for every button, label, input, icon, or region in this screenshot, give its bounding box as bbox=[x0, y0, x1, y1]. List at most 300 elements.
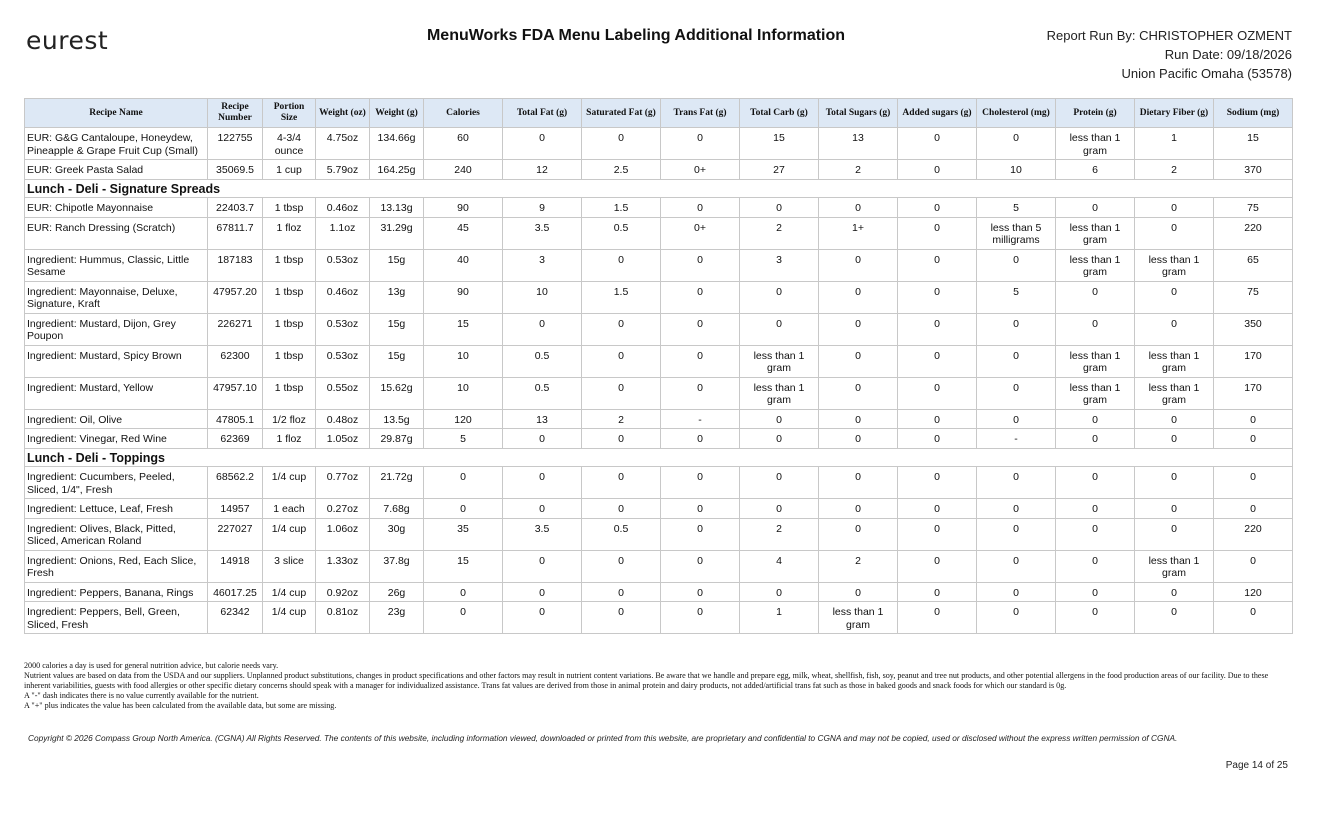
table-cell: 0.48oz bbox=[316, 409, 370, 429]
table-cell: 29.87g bbox=[370, 429, 424, 449]
table-cell: 0 bbox=[1135, 518, 1214, 550]
table-cell: 0.55oz bbox=[316, 377, 370, 409]
column-header: Recipe Number bbox=[208, 99, 263, 128]
table-cell: 67811.7 bbox=[208, 217, 263, 249]
table-cell: 6 bbox=[1056, 160, 1135, 180]
column-header: Weight (oz) bbox=[316, 99, 370, 128]
table-cell: 0 bbox=[977, 602, 1056, 634]
recipe-name-cell: Ingredient: Vinegar, Red Wine bbox=[25, 429, 208, 449]
table-cell: 0 bbox=[898, 409, 977, 429]
table-cell: 0 bbox=[819, 377, 898, 409]
table-row bbox=[25, 550, 1293, 582]
table-cell: 0 bbox=[582, 467, 661, 499]
table-cell: 0 bbox=[819, 345, 898, 377]
table-cell: 1 tbsp bbox=[263, 377, 316, 409]
table-cell: 13 bbox=[819, 128, 898, 160]
table-cell: 60 bbox=[424, 128, 503, 160]
table-cell: 0 bbox=[582, 249, 661, 281]
table-cell: less than 1 gram bbox=[819, 602, 898, 634]
recipe-name-cell: Ingredient: Peppers, Bell, Green, Sliced, Fresh bbox=[25, 602, 208, 634]
table-cell: 0 bbox=[1056, 467, 1135, 499]
table-cell: 0 bbox=[1056, 499, 1135, 519]
table-cell: 1.06oz bbox=[316, 518, 370, 550]
table-cell: 0 bbox=[977, 550, 1056, 582]
table-cell: 1.5 bbox=[582, 281, 661, 313]
table-cell: 15.62g bbox=[370, 377, 424, 409]
table-cell: 1 tbsp bbox=[263, 345, 316, 377]
table-cell: 0 bbox=[1135, 499, 1214, 519]
table-cell: 0.5 bbox=[503, 345, 582, 377]
table-cell: 0.5 bbox=[503, 377, 582, 409]
recipe-name-cell: Ingredient: Cucumbers, Peeled, Sliced, 1/4", Fresh bbox=[25, 467, 208, 499]
table-cell: 0 bbox=[1135, 467, 1214, 499]
table-cell: 0 bbox=[582, 345, 661, 377]
nutrition-table bbox=[24, 98, 1293, 634]
table-cell: 0 bbox=[977, 313, 1056, 345]
table-cell: 4.75oz bbox=[316, 128, 370, 160]
table-cell: 0 bbox=[977, 518, 1056, 550]
table-cell: 0 bbox=[898, 602, 977, 634]
table-cell: 0 bbox=[1135, 281, 1214, 313]
table-cell: 27 bbox=[740, 160, 819, 180]
table-cell: 2 bbox=[819, 550, 898, 582]
column-header: Total Sugars (g) bbox=[819, 99, 898, 128]
table-cell: 0 bbox=[819, 467, 898, 499]
table-row bbox=[25, 217, 1293, 249]
table-cell: 23g bbox=[370, 602, 424, 634]
column-header: Trans Fat (g) bbox=[661, 99, 740, 128]
table-cell: 1.05oz bbox=[316, 429, 370, 449]
table-cell: 0 bbox=[898, 429, 977, 449]
table-cell: 1/2 floz bbox=[263, 409, 316, 429]
table-cell: 0 bbox=[503, 467, 582, 499]
table-cell: 0 bbox=[740, 198, 819, 218]
table-cell: 0.81oz bbox=[316, 602, 370, 634]
table-cell: 5 bbox=[977, 281, 1056, 313]
table-cell: 0 bbox=[1056, 518, 1135, 550]
table-cell: 1/4 cup bbox=[263, 518, 316, 550]
recipe-name-cell: Ingredient: Oil, Olive bbox=[25, 409, 208, 429]
table-cell: 226271 bbox=[208, 313, 263, 345]
report-title: MenuWorks FDA Menu Labeling Additional Information bbox=[426, 27, 846, 44]
table-cell: 0.27oz bbox=[316, 499, 370, 519]
table-cell: 65 bbox=[1214, 249, 1293, 281]
recipe-name-cell: EUR: Greek Pasta Salad bbox=[25, 160, 208, 180]
table-row bbox=[25, 281, 1293, 313]
run-date: Run Date: 09/18/2026 bbox=[1164, 47, 1292, 62]
table-cell: 31.29g bbox=[370, 217, 424, 249]
table-cell: 3.5 bbox=[503, 518, 582, 550]
footnotes bbox=[24, 661, 1274, 711]
table-cell: 220 bbox=[1214, 518, 1293, 550]
table-cell: 0 bbox=[661, 377, 740, 409]
table-cell: 370 bbox=[1214, 160, 1293, 180]
recipe-name-cell: EUR: G&G Cantaloupe, Honeydew, Pineapple & Grape Fruit Cup (Small) bbox=[25, 128, 208, 160]
table-cell: 0 bbox=[898, 345, 977, 377]
table-cell: 0 bbox=[977, 249, 1056, 281]
table-cell: 0 bbox=[661, 249, 740, 281]
table-cell: 0 bbox=[661, 582, 740, 602]
section-header-row bbox=[25, 448, 1293, 467]
table-cell: 14957 bbox=[208, 499, 263, 519]
table-cell: 3 bbox=[740, 249, 819, 281]
table-cell: 0 bbox=[898, 198, 977, 218]
table-cell: 0 bbox=[1135, 429, 1214, 449]
table-cell: 0 bbox=[661, 345, 740, 377]
table-cell: 0 bbox=[898, 128, 977, 160]
table-cell: 0 bbox=[819, 518, 898, 550]
table-cell: 0 bbox=[977, 377, 1056, 409]
table-cell: 4-3/4 ounce bbox=[263, 128, 316, 160]
table-cell: 0 bbox=[661, 499, 740, 519]
table-cell: 0 bbox=[977, 499, 1056, 519]
table-cell: 0 bbox=[740, 409, 819, 429]
table-cell: 0 bbox=[819, 582, 898, 602]
table-cell: 10 bbox=[503, 281, 582, 313]
table-cell: less than 1 gram bbox=[1135, 550, 1214, 582]
table-cell: 350 bbox=[1214, 313, 1293, 345]
table-cell: 0 bbox=[898, 217, 977, 249]
table-cell: 0 bbox=[661, 550, 740, 582]
note-nutrient-values: Nutrient values are based on data from the USDA and our suppliers. Unplanned product substitutions, changes in product specifications and other factors may result in nutrient content variations. Be aware that we handle and prepare egg, milk, wheat, shellfish, fish, soy, peanut and tree nut products, and other potential allergens in the food production areas of our facility. Due to these inherent variabilities, guests with food allergies or other specific dietary concerns should speak with a manager for individualized assistance. Trans fat values are derived from those in animal protein and dairy products, not added/artificial trans fat such as those in baked goods and snack foods for which our standard is 0g. bbox=[24, 671, 1269, 690]
table-cell: 0 bbox=[1214, 429, 1293, 449]
table-cell: 0 bbox=[661, 518, 740, 550]
table-cell: 0 bbox=[1056, 313, 1135, 345]
table-cell: 0 bbox=[898, 281, 977, 313]
page-number: Page 14 of 25 bbox=[1225, 760, 1288, 771]
column-header: Total Carb (g) bbox=[740, 99, 819, 128]
table-cell: less than 5 milligrams bbox=[977, 217, 1056, 249]
logo-text: eurest bbox=[26, 26, 109, 55]
table-cell: 0.53oz bbox=[316, 249, 370, 281]
table-cell: 0 bbox=[1135, 582, 1214, 602]
table-cell: 2.5 bbox=[582, 160, 661, 180]
table-row bbox=[25, 499, 1293, 519]
recipe-name-cell: Ingredient: Olives, Black, Pitted, Sliced, American Roland bbox=[25, 518, 208, 550]
table-row bbox=[25, 409, 1293, 429]
column-header: Added sugars (g) bbox=[898, 99, 977, 128]
table-row bbox=[25, 345, 1293, 377]
table-cell: less than 1 gram bbox=[1135, 249, 1214, 281]
table-cell: 62300 bbox=[208, 345, 263, 377]
table-cell: 0 bbox=[898, 499, 977, 519]
table-cell: - bbox=[977, 429, 1056, 449]
table-cell: 0 bbox=[898, 582, 977, 602]
table-cell: 0 bbox=[740, 429, 819, 449]
table-cell: 9 bbox=[503, 198, 582, 218]
column-header: Portion Size bbox=[263, 99, 316, 128]
table-row bbox=[25, 128, 1293, 160]
table-cell: 0+ bbox=[661, 160, 740, 180]
table-cell: less than 1 gram bbox=[1056, 217, 1135, 249]
table-cell: 0 bbox=[661, 429, 740, 449]
table-cell: 1.5 bbox=[582, 198, 661, 218]
table-cell: 0 bbox=[1214, 409, 1293, 429]
recipe-name-cell: Ingredient: Mustard, Yellow bbox=[25, 377, 208, 409]
table-cell: 0.53oz bbox=[316, 313, 370, 345]
table-cell: 0 bbox=[1056, 198, 1135, 218]
table-cell: 1 bbox=[1135, 128, 1214, 160]
table-cell: 0 bbox=[1056, 429, 1135, 449]
table-cell: 2 bbox=[740, 518, 819, 550]
table-cell: 120 bbox=[1214, 582, 1293, 602]
table-cell: 0 bbox=[503, 128, 582, 160]
recipe-name-cell: Ingredient: Mayonnaise, Deluxe, Signature, Kraft bbox=[25, 281, 208, 313]
table-cell: less than 1 gram bbox=[1056, 249, 1135, 281]
column-header: Protein (g) bbox=[1056, 99, 1135, 128]
table-cell: 13 bbox=[503, 409, 582, 429]
column-header: Dietary Fiber (g) bbox=[1135, 99, 1214, 128]
table-cell: 90 bbox=[424, 198, 503, 218]
column-header: Total Fat (g) bbox=[503, 99, 582, 128]
table-cell: 15 bbox=[424, 313, 503, 345]
table-cell: 0 bbox=[582, 602, 661, 634]
table-cell: 3.5 bbox=[503, 217, 582, 249]
table-row bbox=[25, 249, 1293, 281]
table-cell: 0 bbox=[819, 281, 898, 313]
table-cell: 37.8g bbox=[370, 550, 424, 582]
table-cell: 0 bbox=[740, 499, 819, 519]
recipe-name-cell: Ingredient: Mustard, Dijon, Grey Poupon bbox=[25, 313, 208, 345]
table-cell: 0 bbox=[424, 582, 503, 602]
table-cell: 0 bbox=[1135, 198, 1214, 218]
report-meta bbox=[1047, 26, 1292, 83]
table-cell: 47805.1 bbox=[208, 409, 263, 429]
table-cell: 1/4 cup bbox=[263, 467, 316, 499]
table-cell: less than 1 gram bbox=[1135, 345, 1214, 377]
table-cell: less than 1 gram bbox=[1056, 377, 1135, 409]
table-cell: 5.79oz bbox=[316, 160, 370, 180]
table-cell: 5 bbox=[424, 429, 503, 449]
table-cell: 1 each bbox=[263, 499, 316, 519]
column-header: Sodium (mg) bbox=[1214, 99, 1293, 128]
table-cell: 47957.10 bbox=[208, 377, 263, 409]
table-row bbox=[25, 313, 1293, 345]
table-header bbox=[25, 99, 1293, 128]
table-cell: 0 bbox=[819, 409, 898, 429]
table-cell: less than 1 gram bbox=[740, 377, 819, 409]
table-cell: 0 bbox=[582, 313, 661, 345]
table-row bbox=[25, 160, 1293, 180]
table-cell: 0 bbox=[661, 467, 740, 499]
table-cell: 40 bbox=[424, 249, 503, 281]
table-cell: 4 bbox=[740, 550, 819, 582]
table-cell: 0 bbox=[1214, 602, 1293, 634]
table-cell: 62342 bbox=[208, 602, 263, 634]
table-cell: 5 bbox=[977, 198, 1056, 218]
recipe-name-cell: Ingredient: Lettuce, Leaf, Fresh bbox=[25, 499, 208, 519]
table-cell: 47957.20 bbox=[208, 281, 263, 313]
table-cell: 0 bbox=[740, 582, 819, 602]
table-cell: 10 bbox=[424, 345, 503, 377]
table-cell: less than 1 gram bbox=[1135, 377, 1214, 409]
table-cell: 0.53oz bbox=[316, 345, 370, 377]
table-cell: 14918 bbox=[208, 550, 263, 582]
table-cell: 0 bbox=[1135, 217, 1214, 249]
table-cell: 0 bbox=[1056, 550, 1135, 582]
table-cell: 15g bbox=[370, 249, 424, 281]
table-cell: 15g bbox=[370, 313, 424, 345]
table-cell: 1 tbsp bbox=[263, 249, 316, 281]
table-cell: 0 bbox=[898, 467, 977, 499]
table-cell: 1.33oz bbox=[316, 550, 370, 582]
table-cell: 2 bbox=[1135, 160, 1214, 180]
table-cell: 0 bbox=[424, 499, 503, 519]
table-cell: 240 bbox=[424, 160, 503, 180]
table-cell: 0.46oz bbox=[316, 281, 370, 313]
note-dash: A "-" dash indicates there is no value currently available for the nutrient. bbox=[24, 691, 259, 700]
table-cell: less than 1 gram bbox=[1056, 345, 1135, 377]
table-cell: 0 bbox=[503, 550, 582, 582]
table-cell: 75 bbox=[1214, 281, 1293, 313]
recipe-name-cell: Ingredient: Onions, Red, Each Slice, Fresh bbox=[25, 550, 208, 582]
table-cell: 0 bbox=[1135, 313, 1214, 345]
table-cell: 0 bbox=[898, 518, 977, 550]
table-cell: 0 bbox=[582, 128, 661, 160]
table-cell: 35069.5 bbox=[208, 160, 263, 180]
table-cell: 227027 bbox=[208, 518, 263, 550]
table-cell: 0 bbox=[1135, 409, 1214, 429]
table-cell: 0 bbox=[819, 249, 898, 281]
table-cell: 1 bbox=[740, 602, 819, 634]
table-cell: 15 bbox=[740, 128, 819, 160]
table-cell: 35 bbox=[424, 518, 503, 550]
table-cell: 0.77oz bbox=[316, 467, 370, 499]
table-cell: 0 bbox=[661, 602, 740, 634]
table-cell: 0 bbox=[1214, 550, 1293, 582]
table-cell: 15g bbox=[370, 345, 424, 377]
table-cell: 90 bbox=[424, 281, 503, 313]
table-cell: 46017.25 bbox=[208, 582, 263, 602]
table-cell: 0 bbox=[819, 499, 898, 519]
table-cell: - bbox=[661, 409, 740, 429]
table-cell: 1/4 cup bbox=[263, 582, 316, 602]
recipe-name-cell: Ingredient: Hummus, Classic, Little Sesame bbox=[25, 249, 208, 281]
table-cell: 0 bbox=[977, 582, 1056, 602]
table-cell: 170 bbox=[1214, 345, 1293, 377]
table-cell: 0 bbox=[661, 128, 740, 160]
table-cell: 1 tbsp bbox=[263, 281, 316, 313]
table-cell: 220 bbox=[1214, 217, 1293, 249]
table-cell: 13.13g bbox=[370, 198, 424, 218]
table-cell: 0 bbox=[1056, 582, 1135, 602]
table-cell: 22403.7 bbox=[208, 198, 263, 218]
table-cell: 120 bbox=[424, 409, 503, 429]
table-cell: 7.68g bbox=[370, 499, 424, 519]
table-cell: 0.46oz bbox=[316, 198, 370, 218]
table-cell: 0 bbox=[503, 313, 582, 345]
table-cell: 13.5g bbox=[370, 409, 424, 429]
table-cell: 3 bbox=[503, 249, 582, 281]
table-cell: 1 floz bbox=[263, 217, 316, 249]
column-header: Calories bbox=[424, 99, 503, 128]
table-cell: 0 bbox=[977, 128, 1056, 160]
table-cell: 0 bbox=[1056, 281, 1135, 313]
table-cell: 0 bbox=[898, 249, 977, 281]
column-header: Weight (g) bbox=[370, 99, 424, 128]
table-row bbox=[25, 602, 1293, 634]
table-cell: 0 bbox=[424, 467, 503, 499]
table-cell: 0 bbox=[1135, 602, 1214, 634]
table-cell: 0 bbox=[898, 550, 977, 582]
column-header: Cholesterol (mg) bbox=[977, 99, 1056, 128]
table-cell: 0 bbox=[819, 313, 898, 345]
table-cell: 187183 bbox=[208, 249, 263, 281]
table-cell: 0 bbox=[1214, 467, 1293, 499]
column-header: Recipe Name bbox=[25, 99, 208, 128]
table-cell: 122755 bbox=[208, 128, 263, 160]
table-cell: 0 bbox=[740, 467, 819, 499]
table-cell: 0 bbox=[582, 550, 661, 582]
table-cell: 0 bbox=[977, 345, 1056, 377]
table-cell: 0 bbox=[661, 281, 740, 313]
table-cell: 0 bbox=[1056, 409, 1135, 429]
table-cell: 1/4 cup bbox=[263, 602, 316, 634]
table-cell: less than 1 gram bbox=[1056, 128, 1135, 160]
table-cell: 0 bbox=[661, 313, 740, 345]
section-header-row bbox=[25, 179, 1293, 198]
table-cell: 21.72g bbox=[370, 467, 424, 499]
table-cell: 0 bbox=[740, 281, 819, 313]
recipe-name-cell: EUR: Chipotle Mayonnaise bbox=[25, 198, 208, 218]
table-cell: 0 bbox=[740, 313, 819, 345]
table-cell: 0 bbox=[1214, 499, 1293, 519]
note-plus: A "+" plus indicates the value has been calculated from the available data, but some are missing. bbox=[24, 701, 337, 710]
table-cell: 0 bbox=[977, 467, 1056, 499]
table-cell: 75 bbox=[1214, 198, 1293, 218]
copyright: Copyright © 2026 Compass Group North America. (CGNA) All Rights Reserved. The contents of this website, including information viewed, downloaded or printed from this website, are proprietary and confidential to CGNA and may not be copied, used or disclosed without the express written permission of CGNA. bbox=[28, 733, 1178, 743]
table-cell: 170 bbox=[1214, 377, 1293, 409]
table-cell: 0 bbox=[819, 429, 898, 449]
table-row bbox=[25, 467, 1293, 499]
table-cell: 15 bbox=[424, 550, 503, 582]
location: Union Pacific Omaha (53578) bbox=[1121, 66, 1292, 81]
table-cell: 45 bbox=[424, 217, 503, 249]
table-cell: 0 bbox=[819, 198, 898, 218]
column-header: Saturated Fat (g) bbox=[582, 99, 661, 128]
table-cell: 0.5 bbox=[582, 217, 661, 249]
table-cell: 0 bbox=[898, 160, 977, 180]
table-cell: 0 bbox=[503, 602, 582, 634]
table-cell: 0 bbox=[503, 429, 582, 449]
table-cell: 134.66g bbox=[370, 128, 424, 160]
section-title: Lunch - Deli - Signature Spreads bbox=[25, 179, 1293, 198]
table-row bbox=[25, 377, 1293, 409]
table-row bbox=[25, 582, 1293, 602]
table-row bbox=[25, 198, 1293, 218]
table-cell: 3 slice bbox=[263, 550, 316, 582]
section-title: Lunch - Deli - Toppings bbox=[25, 448, 1293, 467]
table-cell: 0 bbox=[503, 582, 582, 602]
table-cell: 2 bbox=[582, 409, 661, 429]
table-cell: 26g bbox=[370, 582, 424, 602]
table-cell: 2 bbox=[740, 217, 819, 249]
table-cell: 1 tbsp bbox=[263, 198, 316, 218]
table-cell: 0.92oz bbox=[316, 582, 370, 602]
table-cell: 0 bbox=[898, 377, 977, 409]
table-cell: 10 bbox=[977, 160, 1056, 180]
table-cell: 15 bbox=[1214, 128, 1293, 160]
table-cell: 0+ bbox=[661, 217, 740, 249]
table-row bbox=[25, 429, 1293, 449]
table-cell: 164.25g bbox=[370, 160, 424, 180]
recipe-name-cell: Ingredient: Mustard, Spicy Brown bbox=[25, 345, 208, 377]
table-cell: 68562.2 bbox=[208, 467, 263, 499]
table-cell: 12 bbox=[503, 160, 582, 180]
table-cell: 0 bbox=[661, 198, 740, 218]
report-run-by: Report Run By: CHRISTOPHER OZMENT bbox=[1046, 28, 1292, 43]
table-cell: 0.5 bbox=[582, 518, 661, 550]
